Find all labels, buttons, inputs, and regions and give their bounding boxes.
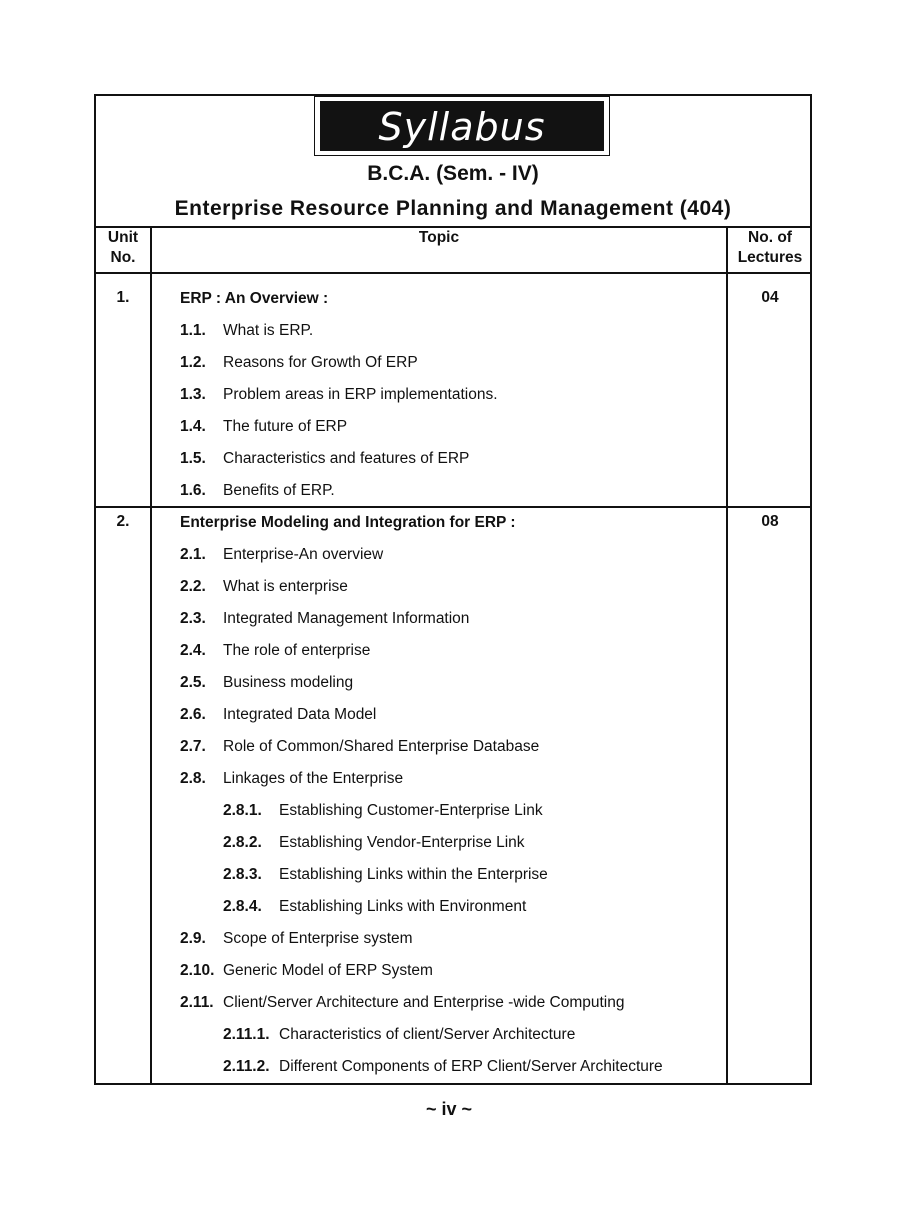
table-header-row — [96, 226, 810, 274]
unit-number: 1. — [116, 289, 130, 306]
topic-number: 2.3. — [180, 610, 206, 627]
topic-text: Establishing Customer-Enterprise Link — [279, 802, 543, 819]
topic-number: 2.8.3. — [223, 866, 262, 883]
unit-row — [96, 274, 810, 508]
topic-text: Role of Common/Shared Enterprise Database — [223, 738, 540, 755]
unit-title: ERP : An Overview : — [180, 290, 329, 307]
topic-number: 2.8.1. — [223, 802, 262, 819]
topic-column-header: Topic — [418, 229, 460, 246]
topic-number: 2.9. — [180, 930, 206, 947]
topic-number: 2.8. — [180, 770, 206, 787]
topic-number: 2.11. — [180, 994, 214, 1011]
topic-number: 2.7. — [180, 738, 206, 755]
topic-text: Reasons for Growth Of ERP — [223, 354, 418, 371]
syllabus-frame — [94, 94, 812, 1085]
topic-text: Different Components of ERP Client/Server Architecture — [279, 1058, 663, 1075]
topic-number: 1.3. — [180, 386, 206, 403]
topic-text: Establishing Links within the Enterprise — [279, 866, 548, 883]
topic-text: Business modeling — [223, 674, 354, 691]
topic-text: Integrated Management Information — [223, 610, 470, 627]
topic-text: Generic Model of ERP System — [223, 962, 433, 979]
lecture-count: 08 — [761, 513, 779, 530]
page-number: ~ iv ~ — [425, 1099, 473, 1119]
topic-text: Enterprise-An overview — [223, 546, 384, 563]
syllabus-header — [96, 96, 810, 228]
topic-text: Client/Server Architecture and Enterprise -wide Computing — [223, 994, 625, 1011]
topic-text: The role of enterprise — [223, 642, 371, 659]
course-title: B.C.A. (Sem. - IV) — [367, 162, 539, 185]
topic-number: 1.6. — [180, 482, 206, 499]
topic-text: Integrated Data Model — [223, 706, 377, 723]
topic-number: 2.6. — [180, 706, 206, 723]
unit-row — [96, 508, 810, 1085]
unit-column-header: Unit No. — [107, 229, 139, 266]
topic-text: Problem areas in ERP implementations. — [223, 386, 498, 403]
topic-number: 2.4. — [180, 642, 206, 659]
topic-number: 1.2. — [180, 354, 206, 371]
topic-text: Characteristics of client/Server Architecture — [279, 1026, 576, 1043]
topic-text: Benefits of ERP. — [223, 482, 335, 499]
topic-text: What is ERP. — [223, 322, 314, 339]
topic-text: Establishing Vendor-Enterprise Link — [279, 834, 525, 851]
topic-text: Establishing Links with Environment — [279, 898, 527, 915]
topic-number: 1.5. — [180, 450, 206, 467]
unit-title: Enterprise Modeling and Integration for ERP : — [180, 514, 516, 531]
syllabus-logo — [314, 96, 610, 156]
topic-number: 2.11.1. — [223, 1026, 270, 1043]
lectures-column-header: No. of Lectures — [737, 229, 803, 266]
subject-title: Enterprise Resource Planning and Management (404) — [174, 197, 732, 220]
topic-number: 1.4. — [180, 418, 206, 435]
unit-number: 2. — [116, 513, 130, 530]
topic-number: 2.10. — [180, 962, 215, 979]
topic-number: 2.5. — [180, 674, 206, 691]
topic-number: 2.2. — [180, 578, 206, 595]
topic-number: 2.8.2. — [223, 834, 262, 851]
topic-number: 2.1. — [180, 546, 206, 563]
topic-text: Linkages of the Enterprise — [223, 770, 404, 787]
topic-number: 2.11.2. — [223, 1058, 270, 1075]
topic-text: What is enterprise — [223, 578, 348, 595]
lecture-count: 04 — [761, 289, 779, 306]
topic-text: Scope of Enterprise system — [223, 930, 413, 947]
topic-number: 1.1. — [180, 322, 206, 339]
syllabus-logo-text: Syllabus — [320, 101, 604, 151]
topic-text: The future of ERP — [223, 418, 348, 435]
topic-text: Characteristics and features of ERP — [223, 450, 470, 467]
topic-number: 2.8.4. — [223, 898, 262, 915]
